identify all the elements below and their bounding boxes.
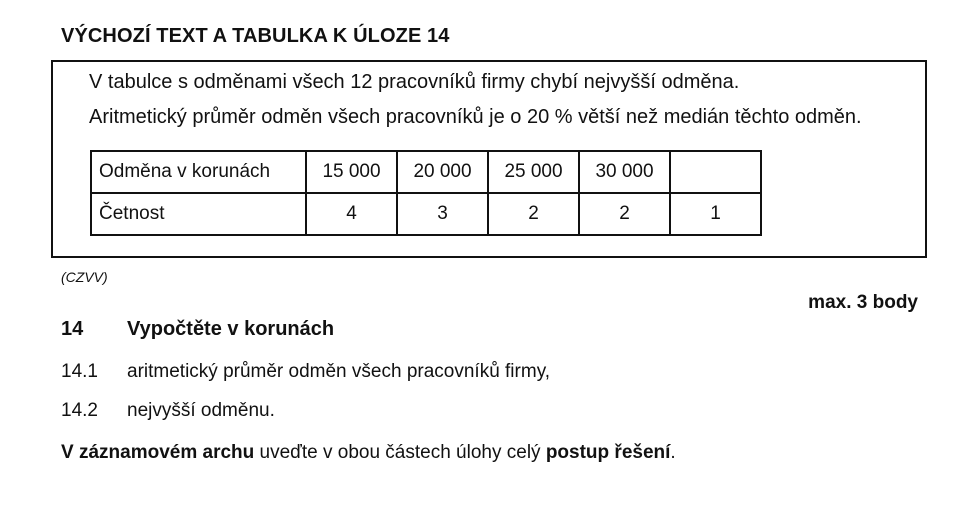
subtask-text: aritmetický průměr odměn všech pracovníků firmy,: [127, 361, 551, 382]
table-row-reward: [91, 151, 761, 193]
source-text-box: [51, 60, 927, 258]
source-note: (CZVV): [61, 269, 108, 285]
table-cell: 25 000: [488, 151, 579, 193]
row-label-frequency: Četnost: [91, 193, 306, 235]
table-cell: 15 000: [306, 151, 397, 193]
intro-line-1: V tabulce s odměnami všech 12 pracovníků firmy chybí nejvyšší odměna.: [89, 71, 740, 93]
task-number: 14: [61, 318, 84, 340]
intro-line-2: Aritmetický průměr odměn všech pracovníků je o 20 % větší než medián těchto odměn.: [89, 106, 862, 128]
instruction-line: [61, 442, 676, 464]
subtask-number: 14.2: [61, 400, 98, 421]
rewards-table: [90, 150, 762, 236]
table-row-frequency: [91, 193, 761, 235]
table-cell-missing-value: [670, 151, 761, 193]
table-cell: 2: [488, 193, 579, 235]
instruction-period: .: [670, 442, 676, 463]
table-cell: 20 000: [397, 151, 488, 193]
table-cell: 2: [579, 193, 670, 235]
instruction-text: uveďte v obou částech úlohy celý: [254, 442, 546, 463]
table-cell: 3: [397, 193, 488, 235]
instruction-emphasis-archive: V záznamovém archu: [61, 442, 255, 463]
task-title: Vypočtěte v korunách: [127, 318, 335, 340]
row-label-reward: Odměna v korunách: [91, 151, 306, 193]
subtask-text: nejvyšší odměnu.: [127, 400, 275, 421]
instruction-emphasis-solution: postup řešení: [545, 442, 671, 463]
max-points: max. 3 body: [808, 292, 918, 313]
subtask-number: 14.1: [61, 361, 98, 382]
section-heading: VÝCHOZÍ TEXT A TABULKA K ÚLOZE 14: [61, 25, 450, 47]
table-cell: 1: [670, 193, 761, 235]
table-cell: 30 000: [579, 151, 670, 193]
table-cell: 4: [306, 193, 397, 235]
